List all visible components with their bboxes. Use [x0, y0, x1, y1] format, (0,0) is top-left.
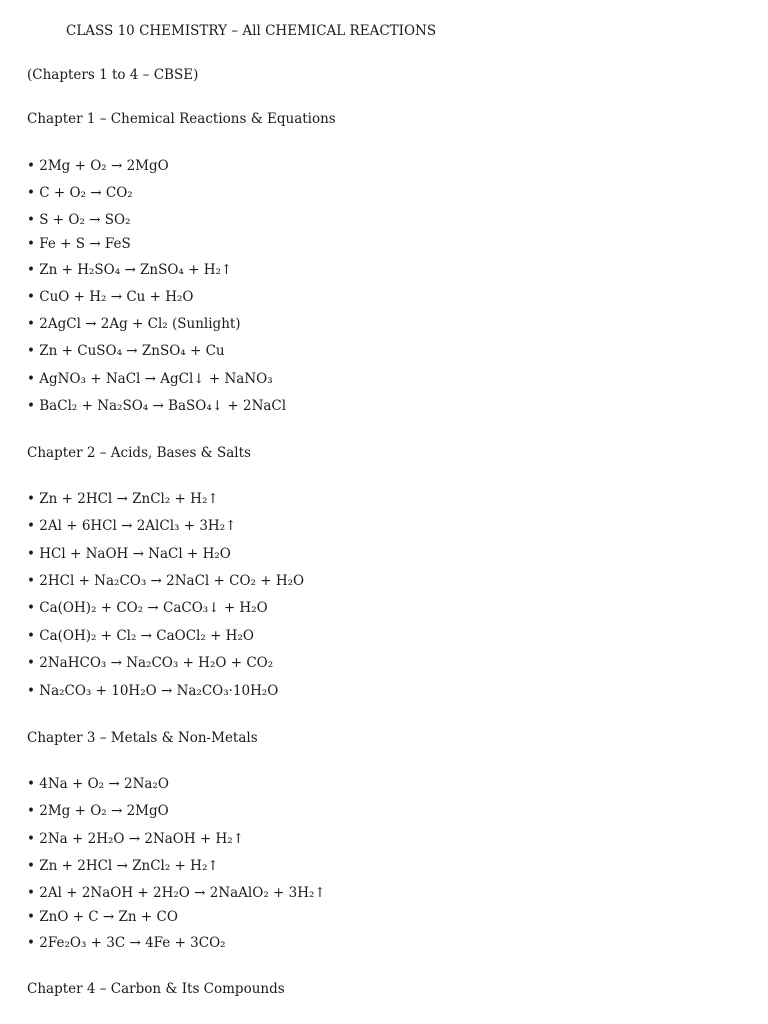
reaction-item: • 2HCl + Na₂CO₃ → 2NaCl + CO₂ + H₂O [27, 572, 304, 590]
document-title: CLASS 10 CHEMISTRY – All CHEMICAL REACTIONS [66, 23, 437, 39]
reaction-item: • BaCl₂ + Na₂SO₄ → BaSO₄↓ + 2NaCl [27, 397, 286, 415]
reaction-item: • S + O₂ → SO₂ [27, 211, 131, 229]
reaction-item: • Fe + S → FeS [27, 235, 131, 253]
reaction-item: • 4Na + O₂ → 2Na₂O [27, 775, 169, 793]
document-subtitle: (Chapters 1 to 4 – CBSE) [27, 67, 199, 83]
reaction-item: • Zn + CuSO₄ → ZnSO₄ + Cu [27, 342, 225, 360]
reaction-item: • Na₂CO₃ + 10H₂O → Na₂CO₃·10H₂O [27, 682, 278, 700]
reaction-item: • Zn + 2HCl → ZnCl₂ + H₂↑ [27, 490, 219, 508]
reaction-item: • Zn + 2HCl → ZnCl₂ + H₂↑ [27, 857, 219, 875]
reaction-item: • HCl + NaOH → NaCl + H₂O [27, 545, 231, 563]
reaction-item: • 2Mg + O₂ → 2MgO [27, 802, 169, 820]
reaction-item: • 2Fe₂O₃ + 3C → 4Fe + 3CO₂ [27, 934, 226, 952]
reaction-item: • AgNO₃ + NaCl → AgCl↓ + NaNO₃ [27, 370, 273, 388]
reaction-item: • 2NaHCO₃ → Na₂CO₃ + H₂O + CO₂ [27, 654, 273, 672]
reaction-item: • 2Na + 2H₂O → 2NaOH + H₂↑ [27, 830, 244, 848]
reaction-item: • 2AgCl → 2Ag + Cl₂ (Sunlight) [27, 315, 241, 333]
chapter-4-heading: Chapter 4 – Carbon & Its Compounds [27, 981, 285, 997]
reaction-item: • 2Al + 6HCl → 2AlCl₃ + 3H₂↑ [27, 517, 236, 535]
chapter-1-heading: Chapter 1 – Chemical Reactions & Equations [27, 111, 336, 127]
reaction-item: • CuO + H₂ → Cu + H₂O [27, 288, 194, 306]
reaction-item: • Ca(OH)₂ + CO₂ → CaCO₃↓ + H₂O [27, 599, 268, 617]
chapter-3-heading: Chapter 3 – Metals & Non-Metals [27, 730, 258, 746]
reaction-item: • ZnO + C → Zn + CO [27, 908, 178, 926]
chapter-2-heading: Chapter 2 – Acids, Bases & Salts [27, 445, 251, 461]
reaction-item: • C + O₂ → CO₂ [27, 184, 133, 202]
reaction-item: • 2Mg + O₂ → 2MgO [27, 157, 169, 175]
reaction-item: • 2Al + 2NaOH + 2H₂O → 2NaAlO₂ + 3H₂↑ [27, 884, 326, 902]
reaction-item: • Zn + H₂SO₄ → ZnSO₄ + H₂↑ [27, 261, 232, 279]
reaction-item: • Ca(OH)₂ + Cl₂ → CaOCl₂ + H₂O [27, 627, 254, 645]
